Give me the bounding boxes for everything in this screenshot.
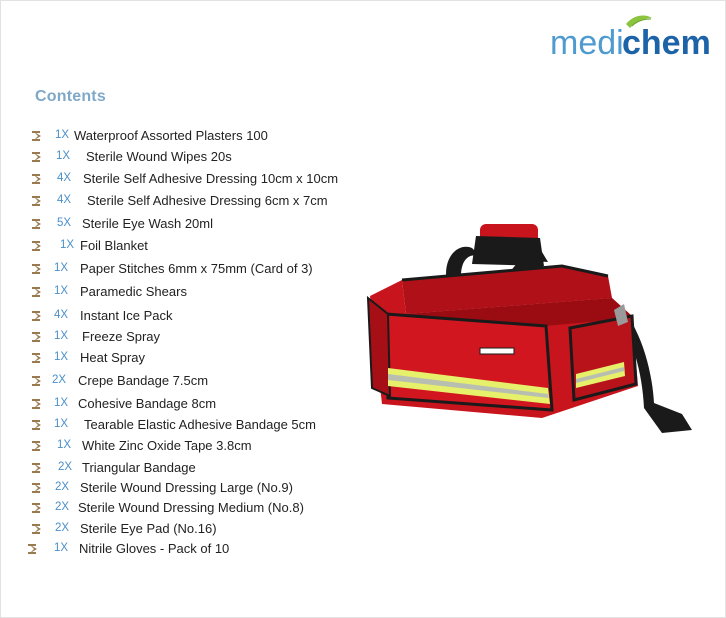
list-item bbox=[0, 437, 400, 455]
item-label: Foil Blanket bbox=[80, 238, 148, 253]
list-item bbox=[0, 520, 400, 538]
list-item bbox=[0, 459, 400, 477]
item-quantity: 2X bbox=[58, 461, 73, 473]
list-item bbox=[0, 307, 400, 325]
arrow-bullet-icon bbox=[31, 130, 43, 142]
arrow-bullet-icon bbox=[31, 352, 43, 364]
item-label: Sterile Eye Wash 20ml bbox=[82, 216, 214, 231]
item-quantity: 5X bbox=[57, 217, 72, 229]
arrow-bullet-icon bbox=[31, 286, 43, 298]
list-item bbox=[0, 260, 400, 278]
item-label: Cohesive Bandage 8cm bbox=[78, 396, 217, 411]
item-quantity: 1X bbox=[54, 285, 69, 297]
item-quantity: 1X bbox=[60, 239, 75, 251]
list-item bbox=[0, 192, 400, 210]
item-quantity: 1X bbox=[54, 397, 69, 409]
logo-text-chem: chem bbox=[622, 24, 711, 62]
item-quantity: 1X bbox=[56, 150, 71, 162]
item-label: Paramedic Shears bbox=[80, 284, 187, 299]
item-label: White Zinc Oxide Tape 3.8cm bbox=[82, 438, 252, 453]
list-item bbox=[0, 395, 400, 413]
item-label: Instant Ice Pack bbox=[80, 308, 173, 323]
item-label: Sterile Wound Dressing Medium (No.8) bbox=[78, 500, 304, 515]
arrow-bullet-icon bbox=[31, 398, 43, 410]
arrow-bullet-icon bbox=[31, 462, 43, 474]
item-quantity: 1X bbox=[54, 542, 69, 554]
item-quantity: 2X bbox=[55, 481, 70, 493]
arrow-bullet-icon bbox=[31, 419, 43, 431]
arrow-bullet-icon bbox=[31, 263, 43, 275]
item-quantity: 4X bbox=[57, 172, 72, 184]
item-label: Tearable Elastic Adhesive Bandage 5cm bbox=[84, 417, 316, 432]
section-title: Contents bbox=[35, 88, 106, 105]
list-item bbox=[0, 237, 400, 255]
item-quantity: 4X bbox=[54, 309, 69, 321]
item-quantity: 2X bbox=[55, 522, 70, 534]
arrow-bullet-icon bbox=[31, 218, 43, 230]
list-item bbox=[0, 170, 400, 188]
item-quantity: 4X bbox=[57, 194, 72, 206]
medichem-logo bbox=[548, 14, 714, 64]
arrow-bullet-icon bbox=[31, 240, 43, 252]
list-item bbox=[0, 540, 400, 558]
item-quantity: 1X bbox=[54, 262, 69, 274]
item-quantity: 2X bbox=[52, 374, 67, 386]
item-quantity: 1X bbox=[54, 351, 69, 363]
arrow-bullet-icon bbox=[31, 151, 43, 163]
logo-text-medi: medi bbox=[550, 24, 624, 62]
item-label: Triangular Bandage bbox=[82, 460, 196, 475]
red-medical-bag-image bbox=[362, 218, 698, 448]
arrow-bullet-icon bbox=[31, 523, 43, 535]
item-quantity: 1X bbox=[55, 129, 70, 141]
arrow-bullet-icon bbox=[31, 173, 43, 185]
list-item bbox=[0, 499, 400, 517]
item-label: Sterile Self Adhesive Dressing 6cm x 7cm bbox=[87, 193, 328, 208]
item-label: Paper Stitches 6mm x 75mm (Card of 3) bbox=[80, 261, 313, 276]
list-item bbox=[0, 283, 400, 301]
list-item bbox=[0, 328, 400, 346]
list-item bbox=[0, 127, 400, 145]
item-label: Freeze Spray bbox=[82, 329, 161, 344]
item-quantity: 1X bbox=[57, 439, 72, 451]
list-item bbox=[0, 479, 400, 497]
item-quantity: 1X bbox=[54, 418, 69, 430]
item-quantity: 2X bbox=[55, 501, 70, 513]
item-label: Sterile Self Adhesive Dressing 10cm x 10cm bbox=[83, 171, 339, 186]
list-item bbox=[0, 349, 400, 367]
arrow-bullet-icon bbox=[31, 310, 43, 322]
arrow-bullet-icon bbox=[31, 375, 43, 387]
arrow-bullet-icon bbox=[31, 331, 43, 343]
item-label: Sterile Wound Dressing Large (No.9) bbox=[80, 480, 293, 495]
arrow-bullet-icon bbox=[31, 502, 43, 514]
list-item bbox=[0, 148, 400, 166]
list-item bbox=[0, 215, 400, 233]
item-label: Sterile Wound Wipes 20s bbox=[86, 149, 232, 164]
item-label: Sterile Eye Pad (No.16) bbox=[80, 521, 217, 536]
item-label: Waterproof Assorted Plasters 100 bbox=[74, 128, 268, 143]
arrow-bullet-icon bbox=[31, 440, 43, 452]
item-label: Nitrile Gloves - Pack of 10 bbox=[79, 541, 230, 556]
item-quantity: 1X bbox=[54, 330, 69, 342]
list-item bbox=[0, 416, 400, 434]
list-item bbox=[0, 372, 400, 390]
item-label: Heat Spray bbox=[80, 350, 146, 365]
arrow-bullet-icon bbox=[31, 482, 43, 494]
arrow-bullet-icon bbox=[27, 543, 39, 555]
arrow-bullet-icon bbox=[31, 195, 43, 207]
item-label: Crepe Bandage 7.5cm bbox=[78, 373, 209, 388]
